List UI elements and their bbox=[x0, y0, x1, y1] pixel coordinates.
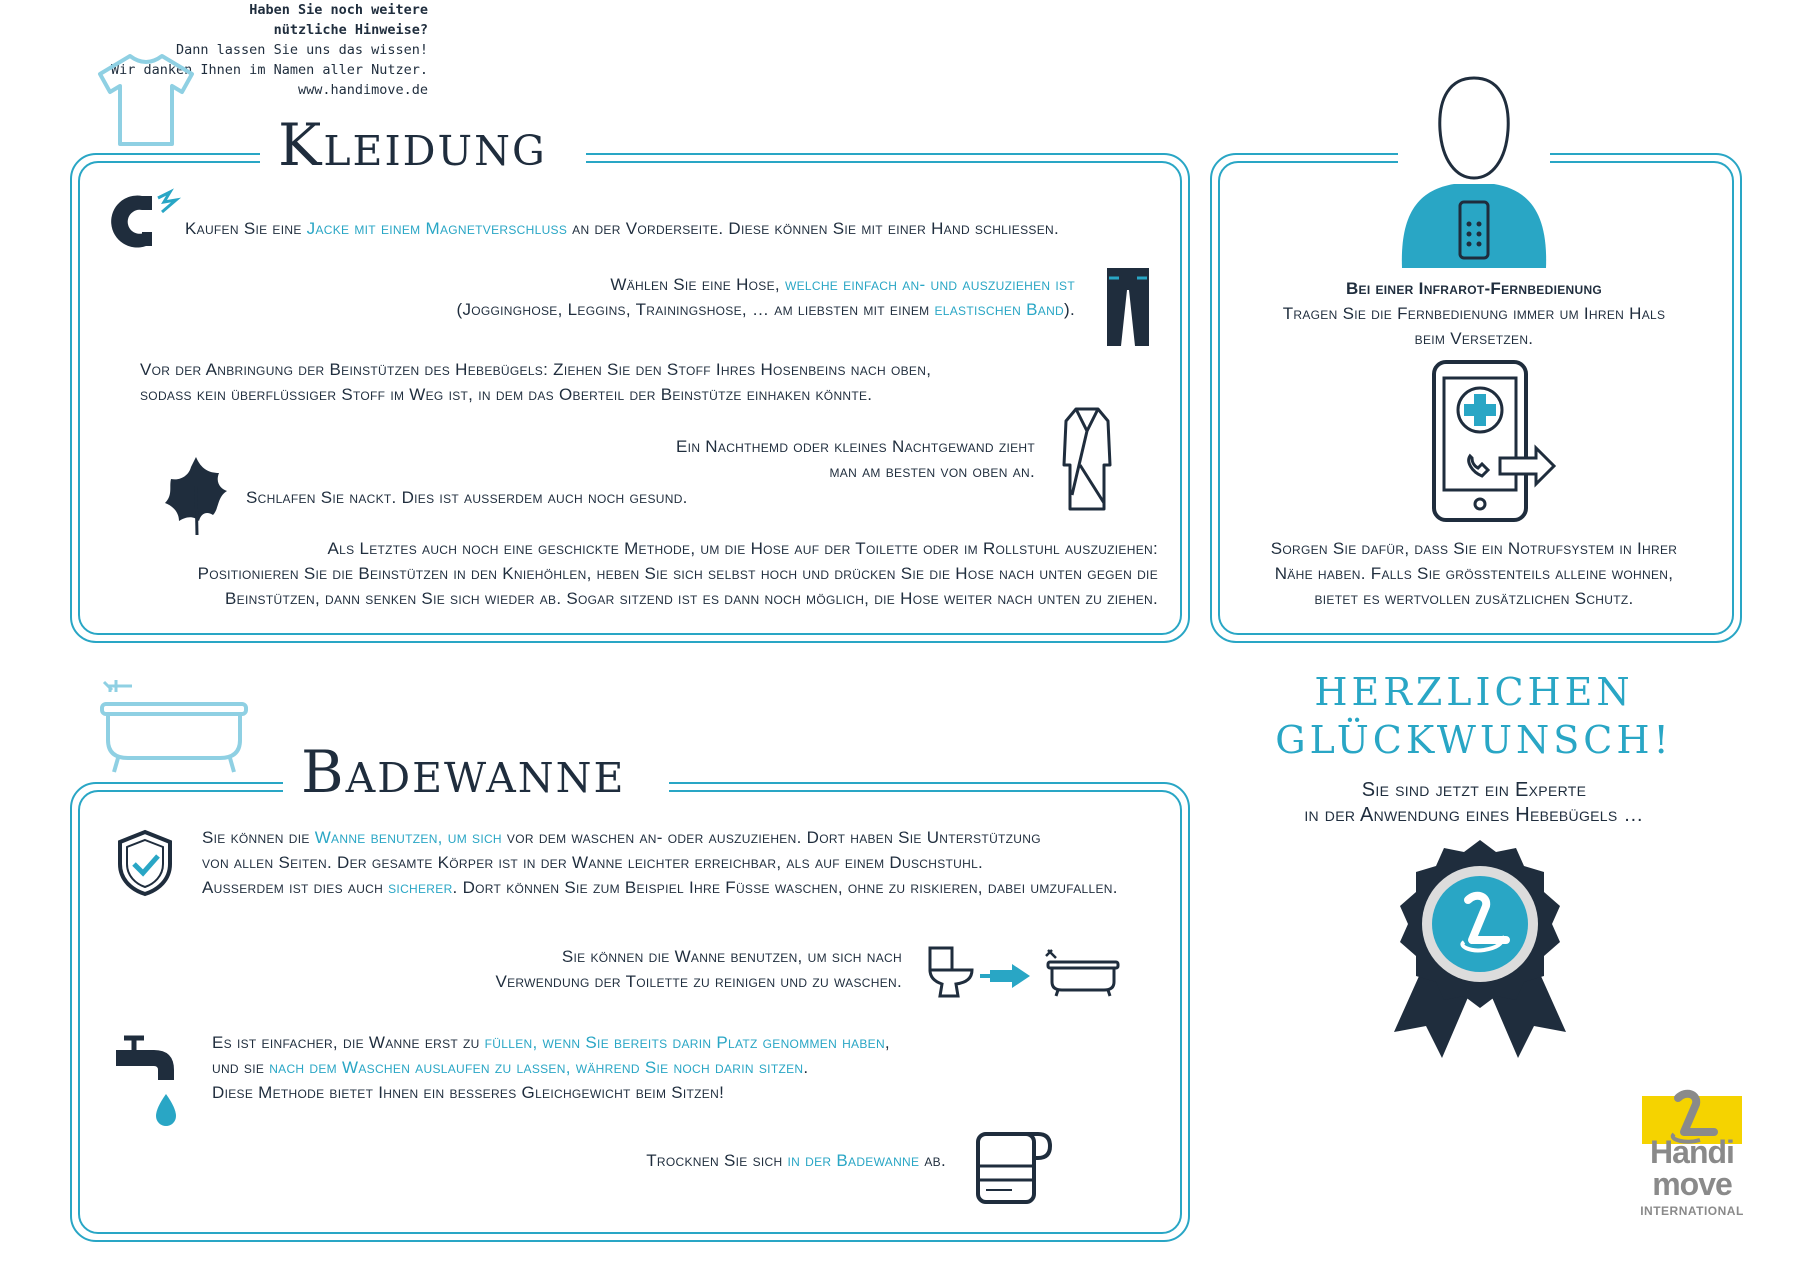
emergency-phone-icon bbox=[1430, 358, 1558, 524]
towel-icon bbox=[972, 1130, 1054, 1206]
shield-check-icon bbox=[118, 830, 172, 896]
emergency-line-3: bietet es wertvollen zusätzlichen Schutz. bbox=[1314, 589, 1634, 608]
remote-text bbox=[1226, 301, 1722, 351]
undress-text-highlight: Wanne benutzen, um sich bbox=[314, 828, 502, 847]
undress-line-3a: Ausserdem ist dies auch bbox=[202, 878, 389, 897]
leg-supports-line-1: Vor der Anbringung der Beinstützen des Hebebügels: Ziehen Sie den Stoff Ihres Hosenbeins nach oben, bbox=[140, 360, 932, 379]
pants-text-a: Wählen Sie eine Hose, bbox=[610, 275, 785, 294]
fill-text-highlight: füllen, wenn Sie bereits darin Platz genommen haben bbox=[484, 1033, 885, 1052]
remote-line-2: beim Versetzen. bbox=[1414, 329, 1534, 348]
shirt-icon bbox=[96, 52, 196, 148]
toilet-to-bath-icon bbox=[926, 946, 1122, 998]
footer-line-2: nützliche Hinweise? bbox=[273, 22, 428, 38]
bath-tip-dry bbox=[520, 1148, 946, 1173]
toilet-method-line-1: Als Letztes auch noch eine geschickte Methode, um die Hose auf der Toilette oder im Rollstuhl auszuziehen: bbox=[327, 539, 1158, 558]
clothing-tip-pants bbox=[300, 272, 1075, 322]
undress-text-c: vor dem waschen an- oder auszuziehen. Dort haben Sie Unterstützung bbox=[501, 828, 1041, 847]
drain-text-a: und sie bbox=[212, 1058, 270, 1077]
magnet-icon bbox=[102, 188, 182, 252]
balance-line: Diese Methode bietet Ihnen ein besseres Gleichgewicht beim Sitzen! bbox=[212, 1083, 725, 1102]
water-tap-icon bbox=[114, 1034, 176, 1134]
fill-text-c: , bbox=[884, 1033, 890, 1052]
award-badge-icon bbox=[1380, 836, 1580, 1062]
clothing-tip-leg-supports bbox=[140, 357, 1040, 407]
footer-text bbox=[0, 0, 428, 100]
undress-line-2: von allen Seiten. Der gesamte Körper ist in der Wanne leichter erreichbar, als auf einem Duschstuhl. bbox=[202, 853, 984, 872]
dry-text-highlight: in der Badewanne bbox=[787, 1151, 920, 1170]
logo-word-handi: Handi bbox=[1650, 1134, 1734, 1170]
pants-text-e: ). bbox=[1064, 300, 1075, 319]
bath-tip-after-toilet bbox=[400, 944, 902, 994]
after-toilet-line-1: Sie können die Wanne benutzen, um sich nach bbox=[561, 947, 902, 966]
undress-text-a: Sie können die bbox=[202, 828, 315, 847]
jacket-text-highlight: Jacke mit einem Magnetverschluss bbox=[306, 219, 568, 238]
emergency-text bbox=[1226, 536, 1722, 611]
bathtub-icon bbox=[100, 678, 250, 774]
congrats-sub-line-1: Sie sind jetzt ein Experte bbox=[1361, 779, 1587, 801]
undress-line-3c: . Dort können Sie zum Beispiel Ihre Füsse waschen, ohne zu riskieren, dabei umzufallen. bbox=[452, 878, 1118, 897]
after-toilet-line-2: Verwendung der Toilette zu reinigen und zu waschen. bbox=[495, 972, 902, 991]
footer-line-3: Dann lassen Sie uns das wissen! bbox=[176, 42, 428, 58]
congrats-line-2: GLÜCKWUNSCH! bbox=[1275, 718, 1673, 762]
drain-text-c: . bbox=[803, 1058, 809, 1077]
footer-line-4: Wir danken Ihnen im Namen aller Nutzer. bbox=[111, 62, 428, 78]
congrats-subtitle bbox=[1240, 778, 1708, 828]
bath-tip-fill-drain bbox=[212, 1030, 1112, 1105]
toilet-method-line-3: Beinstützen, dann senken Sie sich wieder ab. Sogar sitzend ist es dann noch möglich, die Hose weiter nach unten zu ziehen. bbox=[225, 589, 1158, 608]
handimove-logo bbox=[1638, 1096, 1744, 1231]
dry-text-a: Trocknen Sie sich bbox=[646, 1151, 788, 1170]
pants-text-highlight: welche einfach an- und auszuziehen ist bbox=[784, 275, 1075, 294]
clothing-tip-sleep: Schlafen Sie nackt. Dies ist ausserdem auch noch gesund. bbox=[246, 488, 688, 507]
emergency-line-2: Nähe haben. Falls Sie grösstenteils alleine wohnen, bbox=[1274, 564, 1674, 583]
clothing-tip-jacket bbox=[185, 216, 1125, 241]
logo-word-international: INTERNATIONAL bbox=[1640, 1204, 1744, 1218]
pants-icon bbox=[1105, 266, 1151, 348]
toilet-method-line-2: Positionieren Sie die Beinstützen in den Kniehöhlen, heben Sie sich selbst hoch und drücken Sie die Hose nach unten gegen die bbox=[197, 564, 1158, 583]
pants-text-highlight-2: elastischen Band bbox=[934, 300, 1065, 319]
undress-line-3-highlight: sicherer bbox=[388, 878, 453, 897]
congrats-line-1: HERZLICHEN bbox=[1314, 670, 1634, 714]
jacket-text-c: an der Vorderseite. Diese können Sie mit einer Hand schliessen. bbox=[567, 219, 1059, 238]
leaf-icon bbox=[163, 455, 229, 537]
nightgown-icon bbox=[1062, 405, 1112, 511]
nightgown-line-2: man am besten von oben an. bbox=[829, 462, 1035, 481]
nightgown-line-1: Ein Nachthemd oder kleines Nachtgewand zieht bbox=[676, 437, 1035, 456]
leg-supports-line-2: sodass kein überflüssiger Stoff im Weg ist, in dem das Oberteil der Beinstütze einhaken könnte. bbox=[140, 385, 873, 404]
congrats-sub-line-2: in der Anwendung eines Hebebügels … bbox=[1304, 804, 1644, 826]
clothing-tip-toilet-method bbox=[110, 536, 1158, 611]
emergency-line-1: Sorgen Sie dafür, dass Sie ein Notrufsystem in Ihrer bbox=[1270, 539, 1678, 558]
bath-title: Badewanne bbox=[283, 743, 669, 801]
jacket-text-a: Kaufen Sie eine bbox=[185, 219, 307, 238]
fill-text-a: Es ist einfacher, die Wanne erst zu bbox=[212, 1033, 485, 1052]
person-remote-icon bbox=[1398, 74, 1550, 270]
remote-line-1: Tragen Sie die Fernbedienung immer um Ihren Hals bbox=[1282, 304, 1666, 323]
congrats-heading bbox=[1240, 668, 1708, 764]
footer-website-link[interactable]: www.handimove.de bbox=[297, 82, 428, 98]
clothing-tip-nightgown bbox=[560, 434, 1035, 484]
dry-text-c: ab. bbox=[919, 1151, 946, 1170]
footer-line-1: Haben Sie noch weitere bbox=[249, 2, 428, 18]
drain-text-highlight: nach dem Waschen auslaufen zu lassen, während Sie noch darin sitzen bbox=[269, 1058, 804, 1077]
clothing-title: Kleidung bbox=[260, 116, 586, 174]
pants-text-c: (Jogginghose, Leggins, Trainingshose, … am liebsten mit einem bbox=[456, 300, 935, 319]
remote-heading: Bei einer Infrarot-Fernbedienung bbox=[1345, 279, 1603, 298]
logo-word-move: move bbox=[1652, 1166, 1732, 1202]
bath-tip-undress bbox=[202, 825, 1162, 900]
